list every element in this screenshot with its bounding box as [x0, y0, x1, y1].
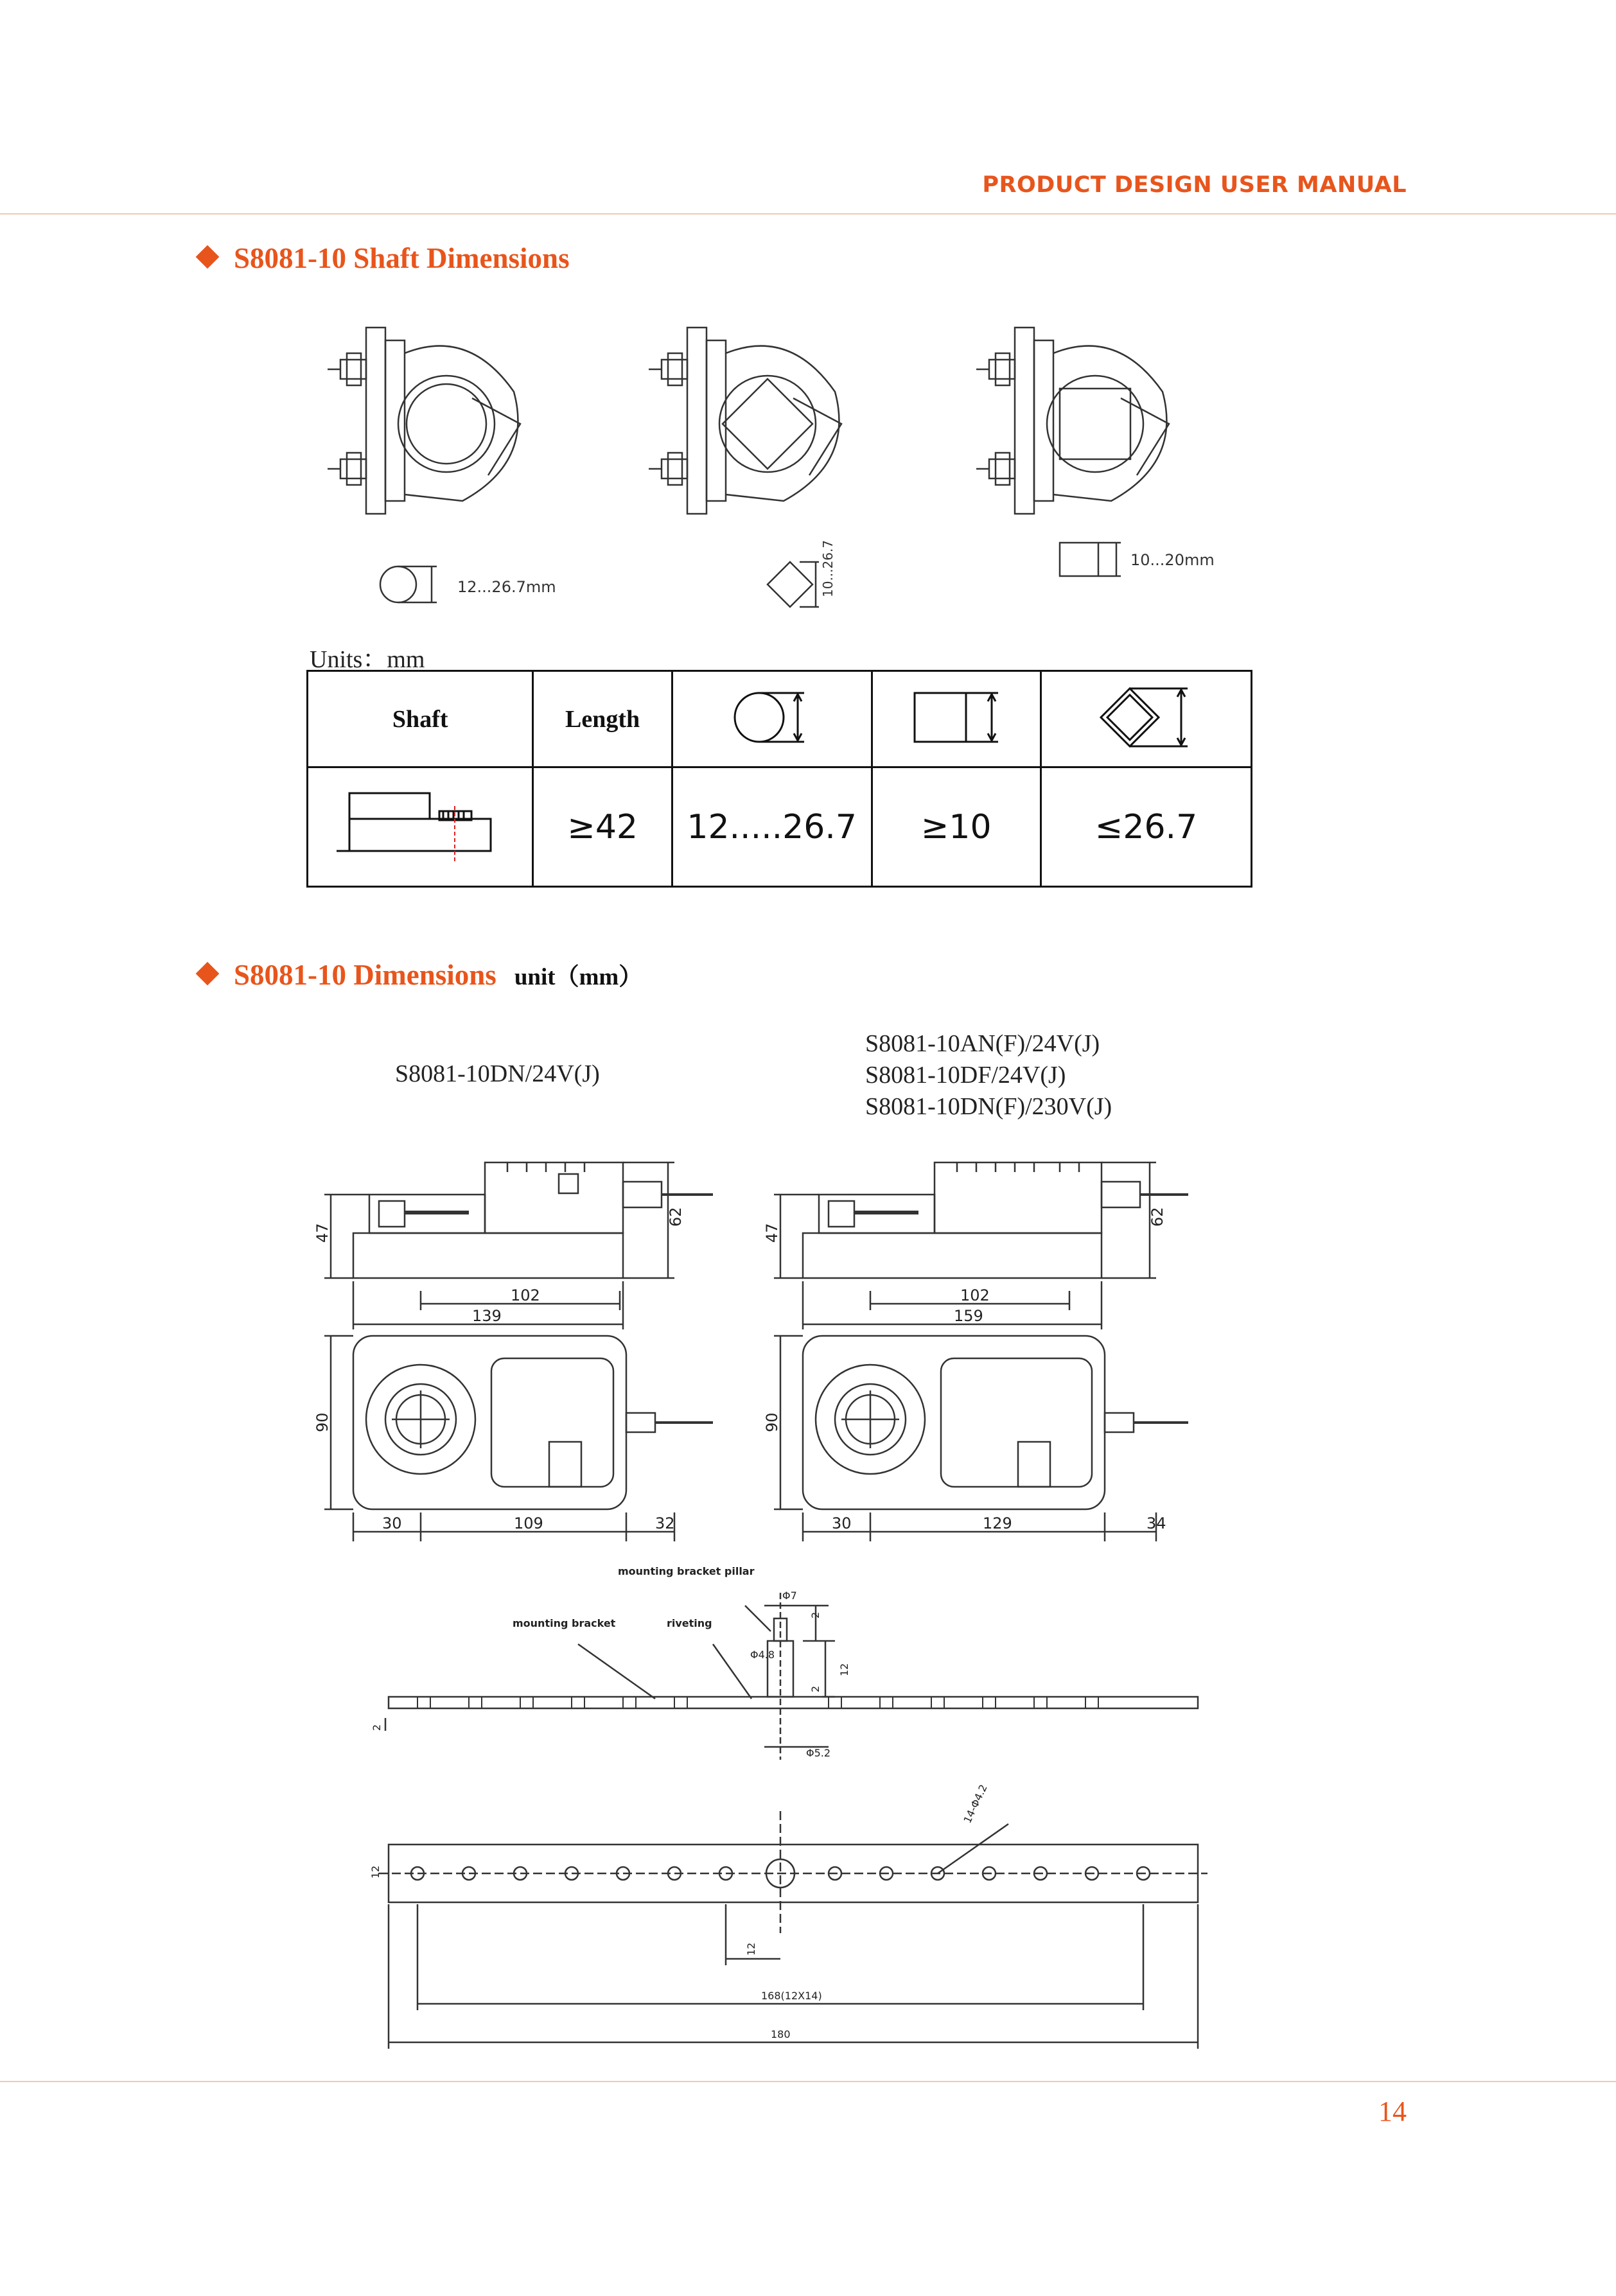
shaft-length-drawing	[308, 767, 533, 887]
section-title-shaft	[199, 241, 570, 275]
dim-168: 168(12X14)	[761, 1990, 822, 2002]
dim-right-129: 129	[983, 1514, 1012, 1532]
section-title-dimensions	[199, 957, 642, 992]
col-length-header: Length	[533, 671, 672, 767]
dim-holes: 14-Φ4.2	[961, 1782, 990, 1825]
dim-right-34: 34	[1146, 1514, 1166, 1532]
dim-left-30: 30	[382, 1514, 402, 1532]
round-shaft-label: 12...26.7mm	[457, 578, 556, 596]
label-mounting-bracket: mounting bracket	[513, 1617, 616, 1629]
diamond-value: ≤26.7	[1041, 767, 1251, 887]
mounting-bracket-drawings	[366, 1554, 1240, 2055]
diamond-bullet-icon	[196, 245, 220, 269]
dim-12-pillar: 12	[838, 1663, 850, 1676]
diamond-shaft-label: 10...26.7	[820, 539, 836, 597]
model-right-2: S8081-10DF/24V(J)	[865, 1062, 1066, 1089]
header-rule	[0, 213, 1616, 215]
square-shaft-icon	[1060, 543, 1098, 576]
square-value: ≥10	[872, 767, 1041, 887]
dim-left-102: 102	[511, 1286, 540, 1304]
left-side-view	[324, 1162, 713, 1329]
dim-right-62: 62	[1148, 1207, 1166, 1227]
col-square-header	[872, 671, 1041, 767]
section-title-text: S8081-10 Dimensions	[234, 959, 496, 991]
col-round-header	[672, 671, 872, 767]
dim-left-32: 32	[655, 1514, 675, 1532]
label-riveting: riveting	[667, 1617, 712, 1629]
round-shaft-icon	[380, 566, 416, 602]
dim-left-90: 90	[313, 1412, 331, 1432]
dim-2-top: 2	[809, 1611, 821, 1618]
bracket-side-strip	[389, 1697, 1198, 1708]
dim-d7: Φ7	[782, 1590, 797, 1602]
shaft-spec-table	[306, 670, 1252, 888]
dim-d52: Φ5.2	[806, 1747, 831, 1759]
dim-2-left: 2	[371, 1724, 383, 1731]
round-value: 12.....26.7	[672, 767, 872, 887]
clamp-diamond-drawing	[649, 328, 841, 514]
page-number: 14	[1378, 2096, 1407, 2127]
square-shaft-label: 10...20mm	[1130, 551, 1215, 569]
right-top-view	[774, 1336, 1188, 1541]
dim-right-30: 30	[832, 1514, 852, 1532]
dim-d48: Φ4.8	[750, 1649, 775, 1661]
dim-12-height: 12	[369, 1865, 382, 1879]
diamond-shaft-icon	[1091, 682, 1200, 753]
section-title-text: S8081-10 Shaft Dimensions	[234, 242, 570, 274]
units-label: Units：mm	[310, 646, 425, 673]
dim-left-62: 62	[667, 1207, 685, 1227]
right-side-view	[774, 1162, 1188, 1329]
dim-right-159: 159	[954, 1307, 983, 1325]
diamond-shaft-icon	[768, 562, 812, 607]
col-diamond-header	[1041, 671, 1251, 767]
dim-12-offset: 12	[745, 1942, 757, 1956]
shaft-clamp-drawings	[308, 315, 1285, 617]
dim-right-90: 90	[763, 1412, 781, 1432]
dim-right-102: 102	[960, 1286, 990, 1304]
dim-right-47: 47	[763, 1223, 781, 1243]
model-left: S8081-10DN/24V(J)	[395, 1060, 600, 1087]
dim-180: 180	[771, 2028, 791, 2040]
header-title: PRODUCT DESIGN USER MANUAL	[982, 172, 1407, 198]
model-right-1: S8081-10AN(F)/24V(J)	[865, 1030, 1100, 1057]
dim-2-mid: 2	[809, 1685, 821, 1692]
left-top-view	[324, 1336, 713, 1541]
col-shaft-header: Shaft	[308, 671, 533, 767]
square-shaft-icon	[902, 685, 1011, 749]
round-shaft-icon	[724, 685, 820, 749]
dim-left-139: 139	[472, 1307, 502, 1325]
dim-left-109: 109	[514, 1514, 543, 1532]
model-right-3: S8081-10DN(F)/230V(J)	[865, 1093, 1112, 1120]
section-unit-label: unit（mm）	[514, 964, 643, 990]
clamp-square-drawing	[976, 328, 1169, 514]
dim-left-47: 47	[313, 1223, 331, 1243]
actuator-dimension-drawings	[308, 1143, 1285, 1554]
diamond-bullet-icon	[196, 962, 220, 986]
footer-rule	[0, 2081, 1616, 2082]
label-bracket-pillar: mounting bracket pillar	[618, 1565, 755, 1577]
length-value: ≥42	[533, 767, 672, 887]
clamp-round-drawing	[328, 328, 520, 514]
